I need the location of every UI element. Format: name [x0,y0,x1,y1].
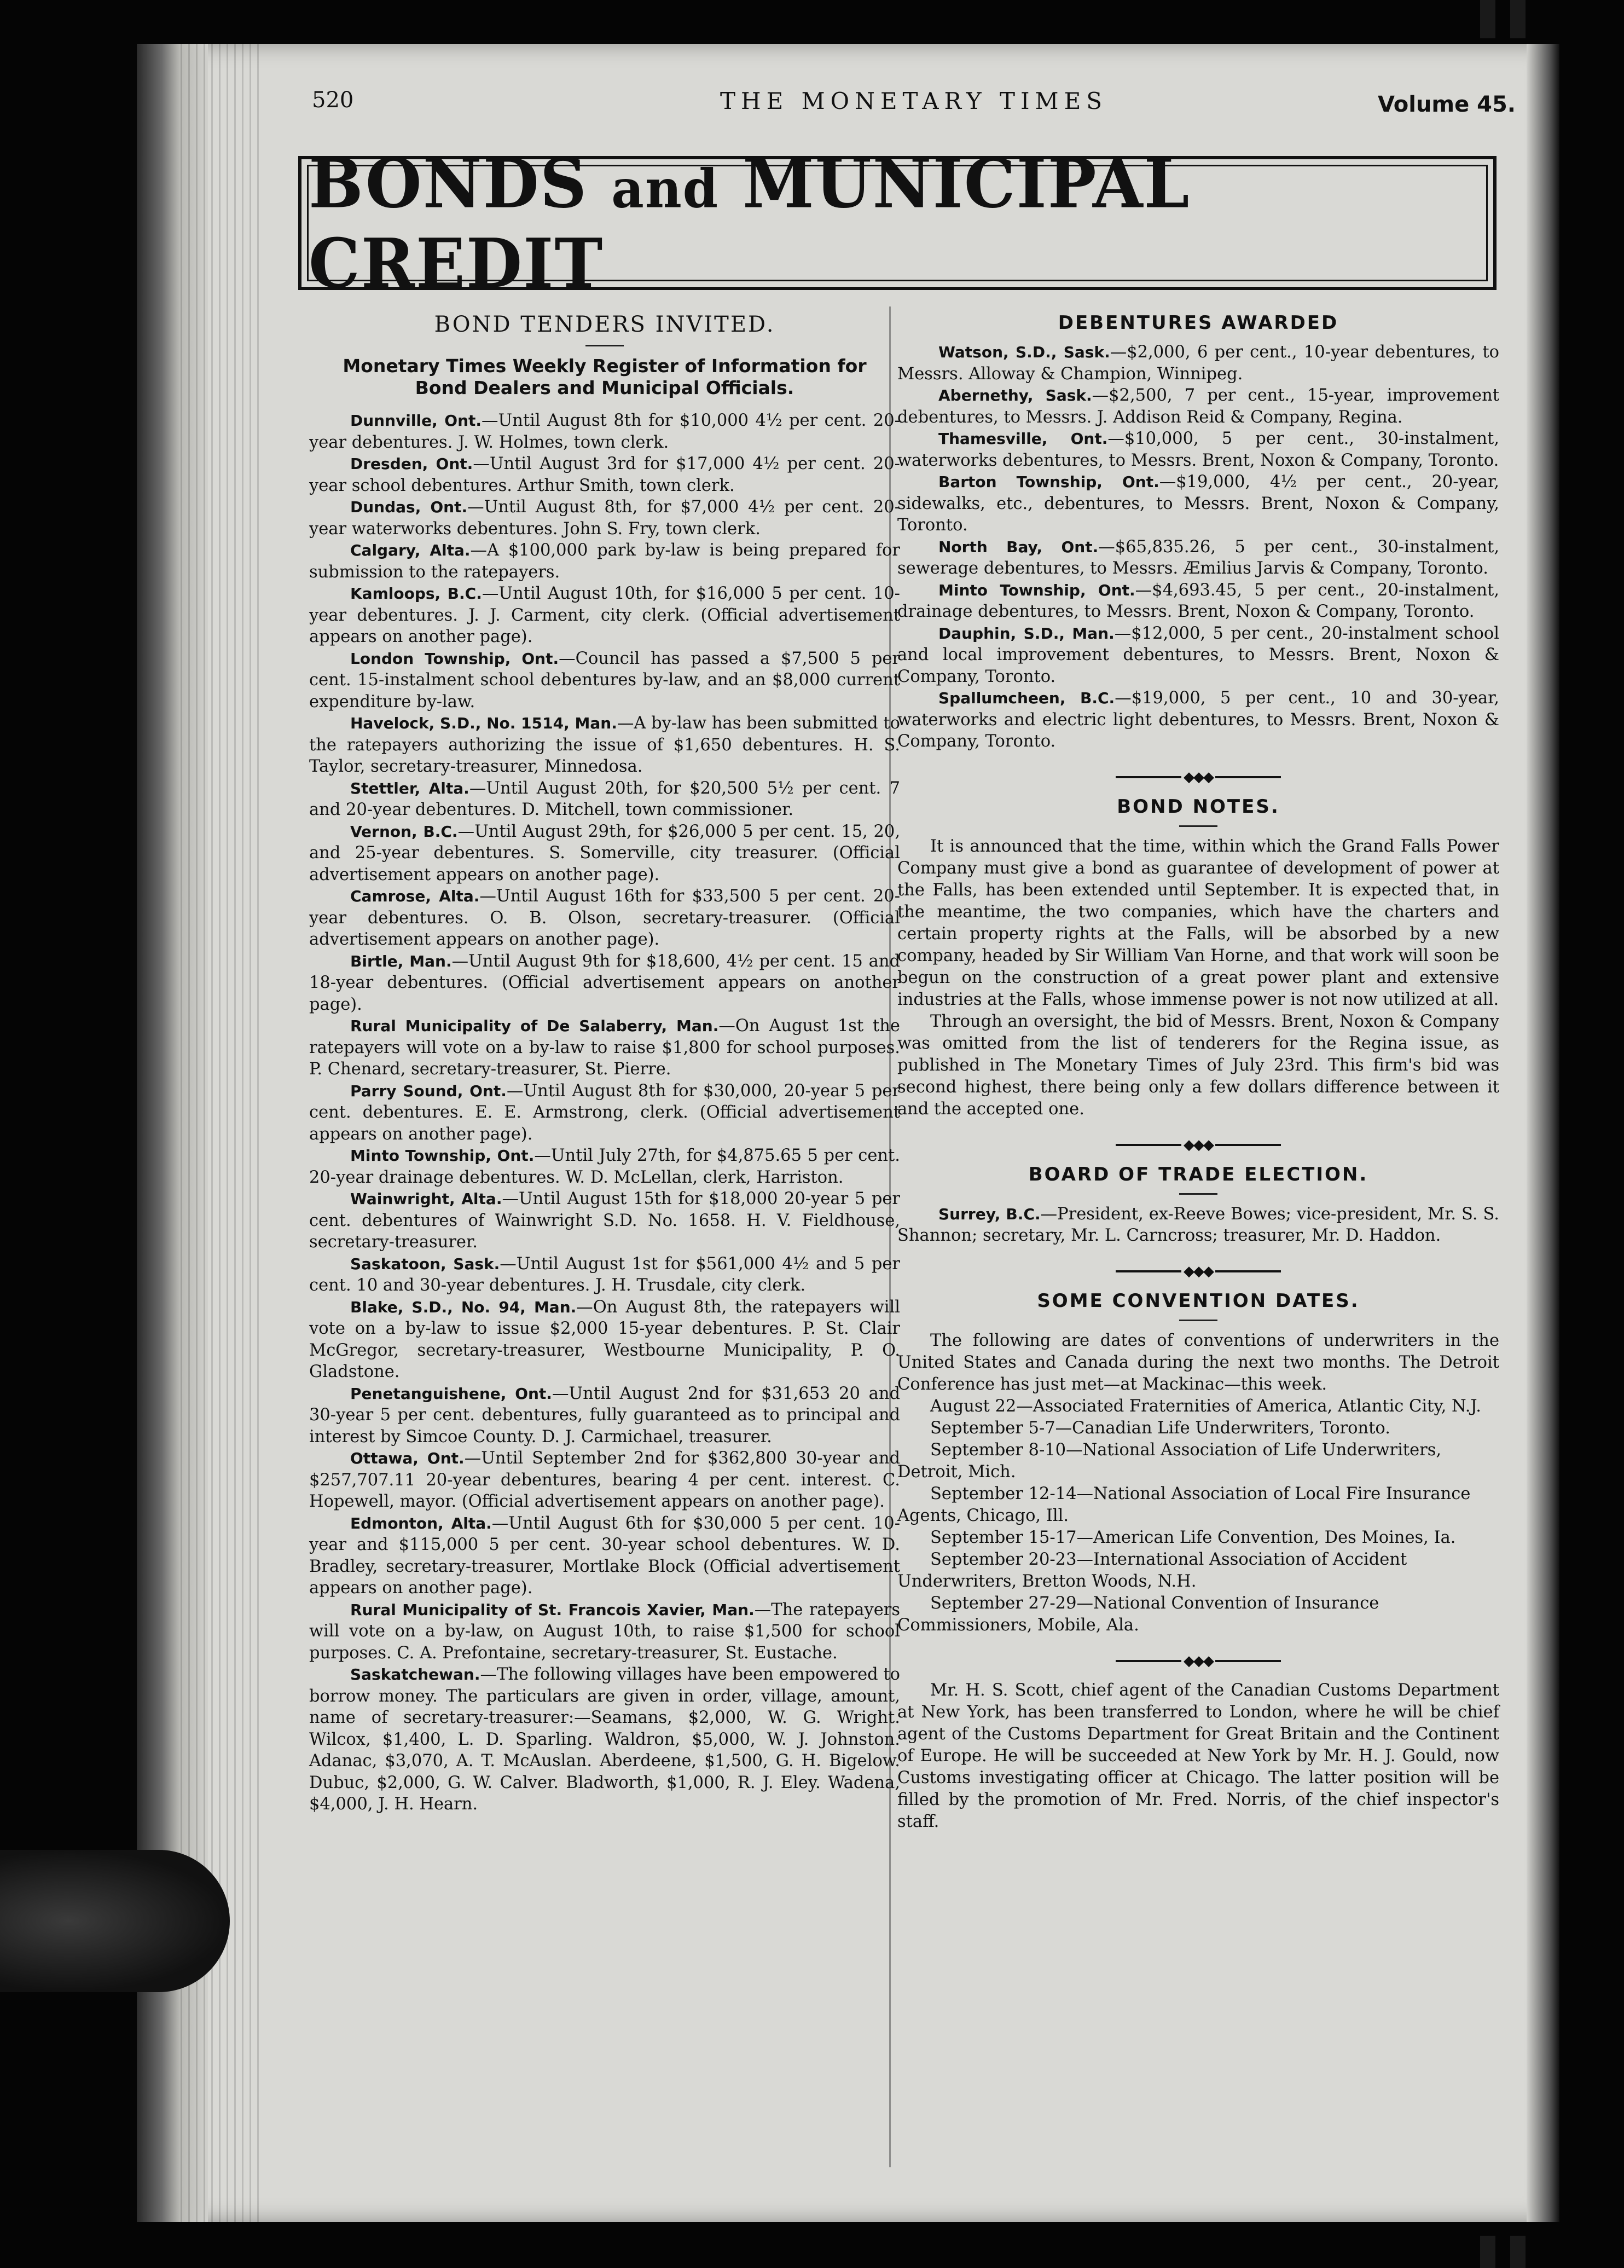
entry-place: Penetanguishene, Ont. [350,1384,552,1403]
convention-item: September 20-23—International Association of Accident Underwriters, Bretton Woods, N.H. [897,1549,1407,1591]
entry-text: —The following villages have been empowered to borrow money. The particulars are given in order, village, amount, name of secretary-treasurer:—Seamans, $2,000, W. G. Wright. Wilcox, $1,400, L. D. Sparling. Waldron, $5,000, W. J. Johnston. Adanac, $3,070, A. T. McAuslan. Aberdeene, $1,500, G. H. Bigelow. Dubuc, $2,000, G. W. Calver. Bladworth, $1,000, R. J. Eley. Wadena, $4,000, J. H. Hearn. [309,1665,900,1814]
debentures-heading: DEBENTURES AWARDED [1058,312,1339,334]
publication-title: THE MONETARY TIMES [720,88,1107,114]
list-item [309,1664,900,1815]
list-item [309,410,900,453]
banner-title-part1: BONDS [309,143,588,223]
section-ornament: ◆◆◆ [897,1261,1499,1280]
entry-text: —Until August 16th for $33,500 5 per cent. 20-year debentures. O. B. Olson, secretary-treasurer. (Official advertisement appears on another page). [309,887,901,949]
entry-text: —Until September 2nd for $362,800 30-year and $257,707.11 20-year debentures, bearing 4 per cent. interest. C. Hopewell, mayor. (Official advertisement appears on another page). [309,1449,901,1511]
list-item [309,821,900,886]
list-item [897,580,1499,623]
banner-title-part2: MUNICIPAL CREDIT [309,143,1191,303]
volume-label: Volume 45. [1377,92,1516,117]
entry-place: Wainwright, Alta. [350,1190,502,1208]
entry-place: Rural Municipality of St. Francois Xavier, Man. [350,1600,755,1619]
entry-text: —$19,000, 5 per cent., 10 and 30-year, waterworks and electric light debentures, to Messrs. Brent, Noxon & Company, Toronto. [897,688,1499,751]
entry-place: Thamesville, Ont. [938,430,1108,448]
bond-tenders-heading: BOND TENDERS INVITED. [434,312,775,337]
list-item [309,1080,900,1145]
entry-place: Surrey, B.C. [938,1205,1041,1223]
entry-place: Vernon, B.C. [350,822,458,841]
running-header [312,88,1516,137]
scanner-clip [1510,2236,1526,2268]
list-item [897,623,1499,688]
register-subheading: Monetary Times Weekly Register of Information for Bond Dealers and Municipal Officials. [343,355,867,398]
convention-list [897,1396,1499,1636]
convention-item: September 5-7—Canadian Life Underwriters, Toronto. [930,1418,1390,1438]
entry-place: Saskatoon, Sask. [350,1254,500,1273]
list-item [309,540,900,583]
heading-rule [1179,825,1217,827]
entry-text: —Until August 8th, for $7,000 4½ per cent. 20-year waterworks debentures. John S. Fry, town clerk. [309,497,901,539]
list-item [309,713,900,778]
list-item [309,951,900,1016]
entry-text: —Until August 8th for $10,000 4½ per cent. 20-year debentures. J. W. Holmes, town clerk. [309,411,900,452]
entry-place: North Bay, Ont. [938,537,1099,556]
list-item [309,1448,900,1513]
entry-place: Havelock, S.D., No. 1514, Man. [350,714,617,732]
entry-text: —Until August 8th for $30,000, 20-year 5 per cent. debentures. E. E. Armstrong, clerk. (Official advertisement appears on another page). [309,1081,900,1144]
section-banner-inner [307,143,1488,303]
entry-place: Dauphin, S.D., Man. [938,624,1115,643]
entry-place: London Township, Ont. [350,649,559,668]
entry-text: —Until July 27th, for $4,875.65 5 per cent. 20-year drainage debentures. W. D. McLellan, clerk, Harriston. [309,1146,900,1187]
convention-item: September 12-14—National Association of Local Fire Insurance Agents, Chicago, Ill. [897,1484,1471,1525]
entry-text: —On August 8th, the ratepayers will vote on a by-law to issue $2,000 15-year debentures. P. St. Clair McGregor, secretary-treasurer, Westbourne Municipality, P. O. Gladstone. [309,1297,900,1381]
entry-text: —$65,835.26, 5 per cent., 30-instalment, sewerage debentures, to Messrs. Æmilius Jarvis & Company, Toronto. [897,537,1500,578]
section-ornament: ◆◆◆ [897,767,1499,786]
entry-text: —$19,000, 4½ per cent., 20-year, sidewalks, etc., debentures, to Messrs. Brent, Noxon & Company, Toronto. [897,472,1499,535]
convention-intro: The following are dates of conventions of underwriters in the United States and Canada during the next two months. The Detroit Conference has just met—at Mackinac—this week. [897,1330,1499,1394]
page-number: 520 [312,88,354,113]
list-item [309,1015,900,1080]
list-item [897,536,1499,580]
entry-text: —Until August 15th for $18,000 20-year 5 per cent. debentures of Wainwright S.D. No. 1658. H. V. Fieldhouse, secretary-treasurer. [309,1189,900,1252]
entry-text: —Until August 10th, for $16,000 5 per cent. 10-year debentures. J. J. Carment, city clerk. (Official advertisement appears on another page). [309,584,900,646]
entry-text: —Until August 29th, for $26,000 5 per cent. 15, 20, and 25-year debentures. S. Somerville, city treasurer. (Official advertisement appears on another page). [309,821,901,884]
entry-text: —$4,693.45, 5 per cent., 20-instalment, drainage debentures, to Messrs. Brent, Noxon & Company, Toronto. [897,580,1499,621]
entry-place: Edmonton, Alta. [350,1514,492,1532]
list-item [309,453,900,496]
heading-rule [1179,1320,1217,1321]
list-item [897,471,1499,536]
convention-item: September 15-17—American Life Convention, Des Moines, Ia. [930,1528,1456,1547]
list-item [309,1599,900,1664]
list-item [309,496,900,540]
entry-place: Kamloops, B.C. [350,585,482,603]
entry-text: —A by-law has been submitted to the ratepayers authorizing the issue of $1,650 debentures. H. S. Taylor, secretary-treasurer, Minnedosa. [309,714,900,776]
tender-list [309,410,900,1815]
entry-text: —Until August 20th, for $20,500 5½ per cent. 7 and 20-year debentures. D. Mitchell, town commissioner. [309,778,900,819]
bond-note-paragraph: It is announced that the time, within which the Grand Falls Power Company must give a bond as guarantee of development of power at the Falls, has been extended until September. It is expected that, in the meantime, the two companies, which have the charters and certain property rights at the Falls, will be absorbed by a new company, headed by Sir William Van Horne, and that work will soon be begun on the construction of a great power plant and extensive industries at the Falls, whose immense power is not now utilized at all. [897,836,1499,1009]
heading-rule [585,345,624,346]
entry-place: Spallumcheen, B.C. [938,689,1115,707]
list-item [309,1253,900,1297]
entry-text: —Until August 1st for $561,000 4½ and 5 per cent. 10 and 30-year debentures. J. H. Trusdale, city clerk. [309,1254,900,1295]
left-column [309,312,900,1815]
entry-place: Birtle, Man. [350,952,452,970]
entry-text: —Until August 6th for $30,000 5 per cent. 10-year and $115,000 5 per cent. 30-year school debentures. W. D. Bradley, secretary-treasurer, Mortlake Block (Official advertisement appears on another page). [309,1513,901,1598]
scanner-clip [1510,0,1526,38]
entry-text: —President, ex-Reeve Bowes; vice-president, Mr. S. S. Shannon; secretary, Mr. L. Carncross; treasurer, Mr. D. Haddon. [897,1204,1500,1245]
entry-place: Barton Township, Ont. [938,473,1159,491]
list-item [309,1383,900,1448]
section-ornament: ◆◆◆ [897,1651,1499,1670]
entry-text: —$12,000, 5 per cent., 20-instalment school and local improvement debentures, to Messrs. Brent, Noxon & Company, Toronto. [897,623,1500,686]
entry-text: —Council has passed a $7,500 5 per cent. 15-instalment school debentures by-law, and an $8,000 current expenditure by-law. [309,649,900,711]
entry-text: —$2,000, 6 per cent., 10-year debentures, to Messrs. Alloway & Champion, Winnipeg. [897,343,1500,384]
entry-text: —Until August 3rd for $17,000 4½ per cent. 20-year school debentures. Arthur Smith, town clerk. [309,454,900,495]
entry-text: —$10,000, 5 per cent., 30-instalment, waterworks debentures, to Messrs. Brent, Noxon & Company, Toronto. [897,429,1500,470]
entry-text: —Until August 2nd for $31,653 20 and 30-year 5 per cent. debentures, fully guaranteed as to principal and interest by Simcoe County. D. J. Carmichael, treasurer. [309,1384,900,1447]
entry-place: Abernethy, Sask. [938,386,1092,404]
entry-text: —The ratepayers will vote on a by-law, on August 10th, to raise $1,500 for school purposes. C. A. Prefontaine, secretary-treasurer, St. Eustache. [309,1600,901,1663]
list-item [309,648,900,713]
list-item [309,778,900,821]
page-right-edge [1527,44,1559,2222]
right-column [897,312,1499,1833]
bond-notes-heading: BOND NOTES. [1117,795,1280,818]
entry-place: Dundas, Ont. [350,498,468,516]
entry-place: Dresden, Ont. [350,455,473,473]
board-of-trade-heading: BOARD OF TRADE ELECTION. [1028,1163,1368,1185]
entry-text: —A $100,000 park by-law is being prepared for submission to the ratepayers. [309,541,900,582]
convention-item: August 22—Associated Fraternities of America, Atlantic City, N.J. [930,1396,1481,1416]
entry-place: Calgary, Alta. [350,541,471,559]
banner-title [309,143,1486,303]
list-item [309,1145,900,1188]
list-item [309,1297,900,1383]
list-item [309,583,900,648]
section-banner [298,143,1497,303]
entry-place: Rural Municipality of De Salaberry, Man. [350,1017,719,1035]
debenture-list [897,342,1499,753]
entry-text: —On August 1st the ratepayers will vote on a by-law to raise $1,800 for school purposes. P. Chenard, secretary-treasurer, St. Pierre. [309,1016,900,1079]
entry-place: Dunnville, Ont. [350,412,482,430]
bond-note-paragraph: Through an oversight, the bid of Messrs. Brent, Noxon & Company was omitted from the list of tenderers for the Regina issue, as published in The Monetary Times of July 23rd. This firm's bid was second highest, there being only a few dollars difference between it and the accepted one. [897,1011,1499,1119]
entry-place: Stettler, Alta. [350,779,469,797]
list-item [309,886,900,951]
entry-place: Ottawa, Ont. [350,1449,465,1467]
list-item [309,1513,900,1599]
entry-place: Minto Township, Ont. [350,1147,535,1165]
entry-place: Camrose, Alta. [350,887,480,905]
entry-place: Blake, S.D., No. 94, Man. [350,1298,577,1316]
scanner-clip [1480,0,1495,38]
entry-place: Parry Sound, Ont. [350,1081,507,1100]
list-item [897,385,1499,428]
list-item [897,428,1499,471]
convention-dates-heading: SOME CONVENTION DATES. [1037,1289,1360,1312]
entry-place: Saskatchewan. [350,1665,480,1683]
list-item [897,687,1499,753]
scanner-thumb [0,1850,230,1992]
board-entry [897,1204,1499,1247]
convention-item: September 27-29—National Convention of Insurance Commissioners, Mobile, Ala. [897,1593,1379,1635]
heading-rule [1179,1193,1217,1195]
list-item [309,1188,900,1253]
scanner-clip [1480,2236,1495,2268]
entry-place: Minto Township, Ont. [938,581,1135,599]
entry-text: —$2,500, 7 per cent., 15-year, improvement debentures, to Messrs. J. Addison Reid & Company, Regina. [897,386,1499,427]
customs-paragraph: Mr. H. S. Scott, chief agent of the Canadian Customs Department at New York, has been transferred to London, where he will be chief agent of the Customs Department for Great Britain and the Continent of Europe. He will be succeeded at New York by Mr. H. J. Gould, now Customs investigating officer at Chicago. The latter position will be filled by the promotion of Mr. Fred. Norris, of the chief inspector's staff. [897,1680,1499,1831]
convention-item: September 8-10—National Association of Life Underwriters, Detroit, Mich. [897,1440,1442,1482]
section-ornament: ◆◆◆ [897,1135,1499,1154]
list-item [897,342,1499,385]
banner-title-and: and [611,157,720,220]
entry-text: —Until August 9th for $18,600, 4½ per cent. 15 and 18-year debentures. (Official advertisement appears on another page). [309,951,900,1014]
entry-place: Watson, S.D., Sask. [938,343,1110,361]
